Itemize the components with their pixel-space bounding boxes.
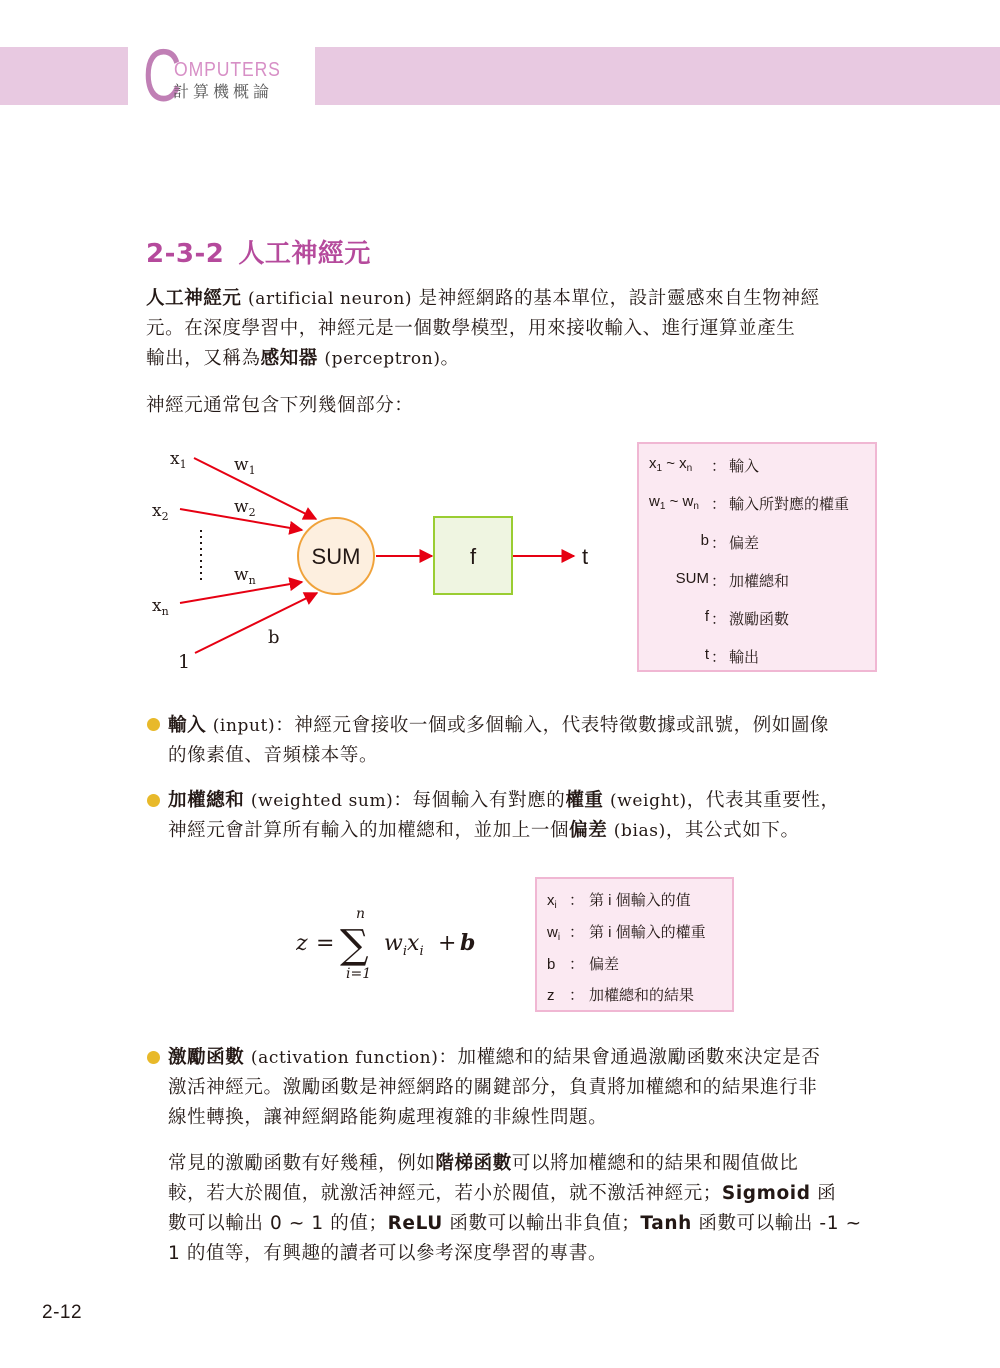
bullet-weighted-sum <box>168 786 884 846</box>
bullet-weighted-sum-text-end: ，代表其重要性， <box>686 790 840 811</box>
activation-node-label: f <box>469 544 477 569</box>
legend-colon: ： <box>569 924 585 941</box>
activation-line-4: 1 的值等，有興趣的讀者可以參考深度學習的專書。 <box>168 1243 608 1264</box>
term-weight-en: (weight) <box>610 791 687 811</box>
legend-colon: ： <box>711 573 727 590</box>
legend-colon: ： <box>569 956 585 973</box>
intro-line-3 <box>146 344 882 374</box>
legend-colon: ： <box>711 458 727 475</box>
intro-paragraph <box>146 284 882 374</box>
legend-key: $w_1$ ~ $w_n$ <box>649 493 699 512</box>
legend-colon: ： <box>569 987 585 1004</box>
term-weighted-sum: 加權總和 <box>168 790 245 811</box>
legend-key: $x_i$ <box>547 892 557 911</box>
legend-colon: ： <box>711 611 727 628</box>
legend-value: 偏差 <box>589 956 620 973</box>
term-weight: 權重 <box>565 790 604 811</box>
neuron-diagram <box>140 440 620 680</box>
term-activation-function: 激勵函數 <box>168 1047 245 1068</box>
legend-value: 偏差 <box>729 535 760 552</box>
weight-b-label: b <box>268 627 280 648</box>
legend-key: b <box>547 956 556 973</box>
legend-value: 加權總和 <box>729 573 790 590</box>
term-artificial-neuron-en: (artificial neuron) <box>248 289 413 309</box>
arrow-xn <box>180 582 302 603</box>
parts-intro: 神經元通常包含下列幾個部分： <box>146 395 414 416</box>
term-artificial-neuron: 人工神經元 <box>146 288 242 309</box>
legend-colon: ： <box>569 892 585 909</box>
legend-value: 加權總和的結果 <box>589 987 695 1004</box>
input-bias-one-label: 1 <box>178 651 191 673</box>
bullet-activation-line-1 <box>168 1043 884 1073</box>
formula-legend <box>535 877 734 1012</box>
term-input: 輸入 <box>168 715 207 736</box>
page-number: 2-12 <box>42 1302 83 1323</box>
legend-key: b <box>700 532 709 549</box>
term-perceptron-en: (perceptron) <box>324 349 441 369</box>
logo-english: OMPUTERS <box>174 59 281 81</box>
input-xn-label: $x_n$ <box>152 596 169 618</box>
activation-line-3 <box>168 1209 884 1239</box>
legend-colon: ： <box>711 649 727 666</box>
activation-line-3-pre: 數可以輸出 0 ~ 1 的值； <box>168 1213 388 1234</box>
activation-line-3-mid: 函數可以輸出非負值； <box>442 1213 641 1234</box>
arrow-bias <box>195 593 317 653</box>
weight-w1-label: $w_1$ <box>234 455 256 477</box>
bullet-weighted-sum-line-2-post: ，其公式如下。 <box>665 820 800 841</box>
legend-colon: ： <box>711 496 727 513</box>
term-step-function: 階梯函數 <box>435 1153 512 1174</box>
term-sigmoid: Sigmoid <box>721 1183 811 1204</box>
weight-w2-label: $w_2$ <box>234 497 256 519</box>
legend-value: 輸入 <box>729 458 760 475</box>
term-input-en: (input) <box>212 716 276 736</box>
output-label: t <box>582 544 589 569</box>
bullet-dot-icon <box>147 1051 160 1064</box>
activation-line-1 <box>168 1149 884 1179</box>
activation-types-paragraph <box>168 1149 884 1269</box>
intro-line-2: 元。在深度學習中，神經元是一個數學模型，用來接收輸入、進行運算並產生 <box>146 318 796 339</box>
bullet-activation-line-2: 激活神經元。激勵函數是神經網路的關鍵部分，負責將加權總和的結果進行非 <box>168 1077 818 1098</box>
legend-colon: ： <box>711 535 727 552</box>
bullet-weighted-sum-text: ：每個輸入有對應的 <box>393 790 566 811</box>
bullet-dot-icon <box>147 794 160 807</box>
bullet-input-line-2: 的像素值、音頻樣本等。 <box>168 745 379 766</box>
bullet-activation-function <box>168 1043 884 1133</box>
activation-line-1-post: 可以將加權總和的結果和閥值做比 <box>511 1153 799 1174</box>
legend-value: 輸入所對應的權重 <box>729 496 850 513</box>
section-title-text: 人工神經元 <box>238 239 371 269</box>
legend-key: SUM <box>675 570 709 587</box>
bullet-weighted-sum-line-1 <box>168 786 884 816</box>
term-bias: 偏差 <box>569 820 608 841</box>
bullet-dot-icon <box>147 718 160 731</box>
bullet-weighted-sum-line-2 <box>168 816 884 846</box>
section-title <box>146 233 371 270</box>
activation-line-2-pre: 較，若大於閥值，就激活神經元，若小於閥值，就不激活神經元； <box>168 1183 722 1204</box>
logo-initial: C <box>143 34 182 117</box>
bullet-input-line-1 <box>168 711 884 741</box>
term-activation-function-en: (activation function) <box>250 1048 439 1068</box>
formula-lower-limit: i=1 <box>346 966 372 982</box>
bullet-input-text: ：神經元會接收一個或多個輸入，代表特徵數據或訊號，例如圖像 <box>275 715 830 736</box>
term-relu: ReLU <box>387 1213 443 1234</box>
bullet-input <box>168 711 884 771</box>
formula-sigma: ∑ <box>340 922 369 968</box>
formula-z: z <box>296 931 308 956</box>
legend-key: t <box>704 646 709 663</box>
formula-legend-row-b <box>547 953 619 974</box>
sum-node-label: SUM <box>311 544 361 569</box>
legend-key: $w_i$ <box>547 924 561 943</box>
intro-line-3-post: 。 <box>440 348 460 369</box>
header-band-left <box>0 47 128 105</box>
legend-value: 激勵函數 <box>729 611 790 628</box>
formula-upper-limit: n <box>356 906 366 922</box>
bullet-weighted-sum-line-2-pre: 神經元會計算所有輸入的加權總和，並加上一個 <box>168 820 570 841</box>
term-weighted-sum-en: (weighted sum) <box>250 791 394 811</box>
intro-line-1-text: 是神經網路的基本單位，設計靈感來自生物神經 <box>418 288 820 309</box>
intro-line-3-pre: 輸出，又稱為 <box>146 348 261 369</box>
formula-plus: + <box>438 931 457 956</box>
formula-legend-row-wi <box>547 921 706 943</box>
bullet-activation-text: ：加權總和的結果會通過激勵函數來決定是否 <box>438 1047 821 1068</box>
activation-line-2-post: 函 <box>810 1183 837 1204</box>
activation-line-2 <box>168 1179 884 1209</box>
input-x1-label: $x_1$ <box>170 449 187 471</box>
term-perceptron: 感知器 <box>260 348 318 369</box>
input-x2-label: $x_2$ <box>152 501 169 523</box>
header-band-right <box>315 47 1000 105</box>
formula-term: $w_ix_i$ <box>384 931 424 959</box>
weight-wn-label: $w_n$ <box>234 565 256 587</box>
formula-legend-row-xi <box>547 889 691 911</box>
term-bias-en: (bias) <box>613 821 666 841</box>
legend-value: 輸出 <box>729 649 760 666</box>
legend-key: z <box>547 987 555 1004</box>
legend-value: 第 i 個輸入的值 <box>589 892 691 909</box>
formula-bias: b <box>460 930 476 956</box>
term-tanh: Tanh <box>640 1213 692 1234</box>
legend-value: 第 i 個輸入的權重 <box>589 924 706 941</box>
legend-key: $x_1$ ~ $x_n$ <box>649 455 693 474</box>
legend-key: f <box>704 608 709 625</box>
activation-line-3-post: 函數可以輸出 -1 ~ <box>691 1213 862 1234</box>
activation-line-1-pre: 常見的激勵函數有好幾種，例如 <box>168 1153 436 1174</box>
formula-legend-row-z <box>547 984 694 1005</box>
intro-line-1 <box>146 284 882 314</box>
section-number: 2-3-2 <box>146 239 225 269</box>
logo-chinese: 計算機概論 <box>173 82 274 101</box>
formula-equals: = <box>316 931 335 956</box>
diagram-legend <box>637 442 877 672</box>
bullet-activation-line-3: 線性轉換，讓神經網路能夠處理複雜的非線性問題。 <box>168 1107 608 1128</box>
weighted-sum-formula <box>296 900 496 990</box>
